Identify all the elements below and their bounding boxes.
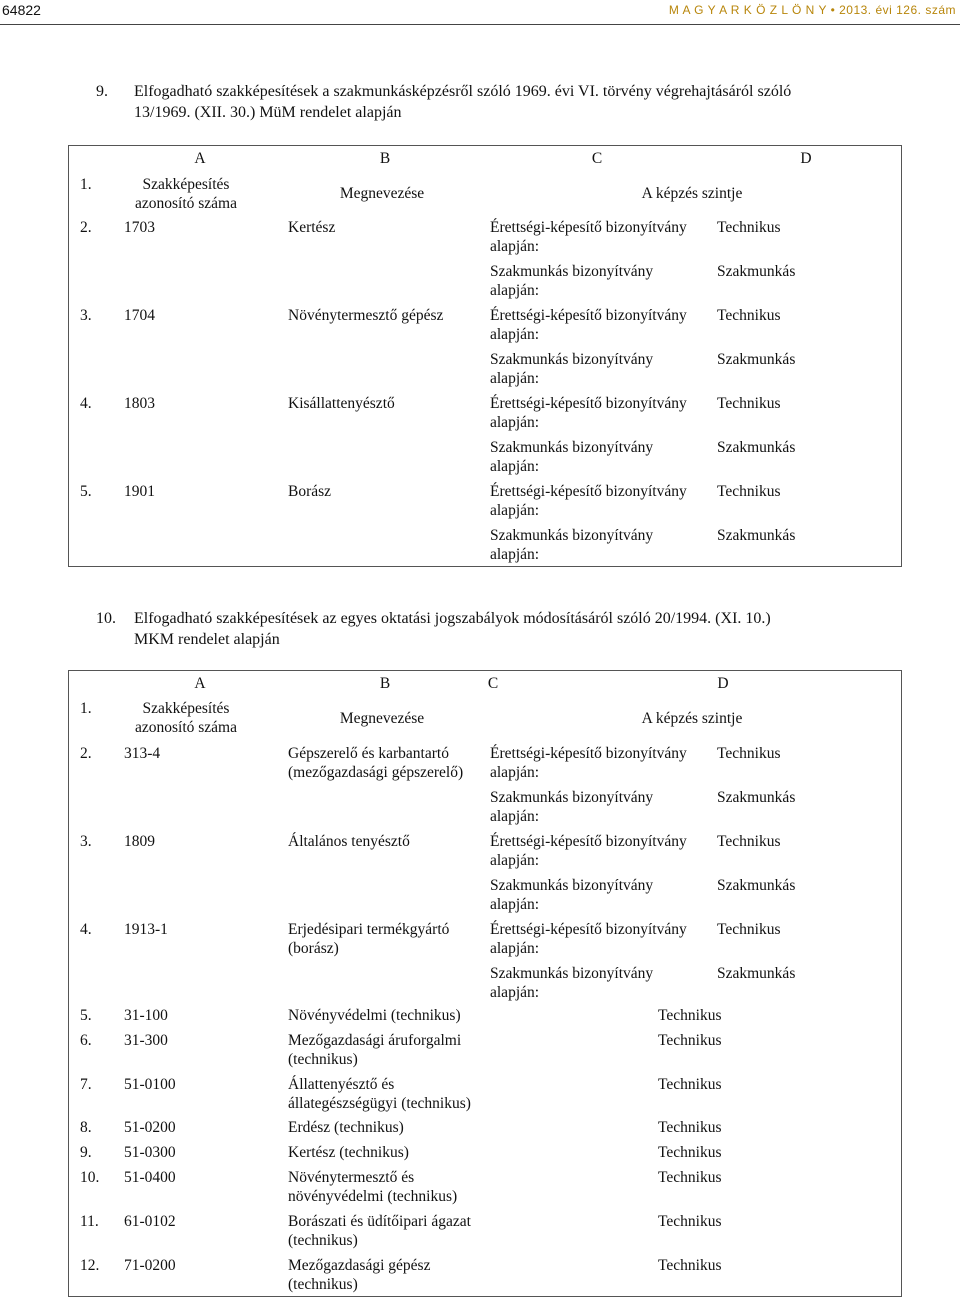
row-number: 6. [80, 1032, 92, 1049]
prerequisite-text: alapján: [490, 896, 540, 913]
row-number: 4. [80, 921, 92, 938]
qualification-code: 31-100 [124, 1007, 168, 1024]
level-value: Technikus [658, 1213, 722, 1230]
qualification-name: állategészségügyi (technikus) [288, 1095, 471, 1112]
row-number: 2. [80, 219, 92, 236]
level-value: Szakmunkás [717, 351, 796, 368]
level-value: Technikus [658, 1007, 722, 1024]
level-value: Technikus [717, 745, 781, 762]
col-header-b: B [379, 675, 391, 692]
qualification-code: 1704 [124, 307, 155, 324]
prerequisite-text: Érettségi-képesítő bizonyítvány [490, 395, 687, 412]
header-code-line2: azonosító száma [134, 195, 237, 212]
section-9-title-line2: 13/1969. (XII. 30.) MüM rendelet alapján [134, 104, 402, 121]
qualification-name: növényvédelmi (technikus) [288, 1188, 458, 1205]
level-value: Technikus [658, 1144, 722, 1161]
qualification-name: Általános tenyésztő [288, 833, 410, 850]
row-number: 5. [80, 1007, 92, 1024]
qualification-name: Borász [288, 483, 332, 500]
prerequisite-text: Érettségi-képesítő bizonyítvány [490, 833, 687, 850]
prerequisite-text: Érettségi-képesítő bizonyítvány [490, 921, 687, 938]
level-value: Szakmunkás [717, 263, 796, 280]
prerequisite-text: alapján: [490, 808, 540, 825]
row-number: 7. [80, 1076, 92, 1093]
section-10-number: 10. [96, 610, 116, 627]
section-9-title-line1: Elfogadható szakképesítések a szakmunkásképzésről szóló 1969. évi VI. törvény végrehajtásáról szóló [134, 83, 792, 100]
col-header-b: B [379, 150, 391, 167]
prerequisite-text: alapján: [490, 282, 540, 299]
header-row-number: 1. [80, 700, 92, 717]
prerequisite-text: Érettségi-képesítő bizonyítvány [490, 307, 687, 324]
row-number: 2. [80, 745, 92, 762]
qualification-name: Mezőgazdasági gépész [288, 1257, 431, 1274]
prerequisite-text: Szakmunkás bizonyítvány [490, 351, 654, 368]
level-value: Technikus [717, 219, 781, 236]
header-row-number: 1. [80, 176, 92, 193]
prerequisite-text: Érettségi-képesítő bizonyítvány [490, 745, 687, 762]
row-number: 8. [80, 1119, 92, 1136]
prerequisite-text: alapján: [490, 458, 540, 475]
col-header-a: A [194, 675, 206, 692]
qualification-code: 1901 [124, 483, 155, 500]
qualification-name: (technikus) [288, 1051, 358, 1068]
qualification-code: 1809 [124, 833, 155, 850]
qualification-name: Gépszerelő és karbantartó [288, 745, 449, 762]
qualification-code: 51-0100 [124, 1076, 176, 1093]
header-code-line2: azonosító száma [134, 719, 237, 736]
level-value: Szakmunkás [717, 965, 796, 982]
level-value: Technikus [658, 1169, 722, 1186]
level-value: Szakmunkás [717, 527, 796, 544]
page-number: 64822 [2, 2, 41, 18]
qualification-code: 51-0200 [124, 1119, 176, 1136]
section-10-title-line2: MKM rendelet alapján [134, 631, 280, 648]
qualification-code: 71-0200 [124, 1257, 176, 1274]
level-value: Szakmunkás [717, 789, 796, 806]
section-10-table [68, 670, 902, 1297]
qualification-name: Erdész (technikus) [288, 1119, 404, 1136]
prerequisite-text: alapján: [490, 984, 540, 1001]
level-value: Technikus [658, 1076, 722, 1093]
level-value: Technikus [717, 921, 781, 938]
prerequisite-text: Szakmunkás bizonyítvány [490, 965, 654, 982]
qualification-code: 1703 [124, 219, 155, 236]
header-level: A képzés szintje [641, 185, 743, 202]
header-code-line1: Szakképesítés [142, 176, 230, 193]
prerequisite-text: Szakmunkás bizonyítvány [490, 439, 654, 456]
col-header-d: D [800, 150, 812, 167]
prerequisite-text: alapján: [490, 940, 540, 957]
row-number: 5. [80, 483, 92, 500]
row-number: 9. [80, 1144, 92, 1161]
level-value: Technikus [658, 1032, 722, 1049]
section-10-title-line1: Elfogadható szakképesítések az egyes oktatási jogszabályok módosításáról szóló 20/1994. (XI. 10.) [134, 610, 771, 627]
level-value: Szakmunkás [717, 877, 796, 894]
qualification-name: Kertész (technikus) [288, 1144, 409, 1161]
qualification-name: (technikus) [288, 1276, 358, 1293]
prerequisite-text: Érettségi-képesítő bizonyítvány [490, 483, 687, 500]
prerequisite-text: alapján: [490, 414, 540, 431]
qualification-code: 61-0102 [124, 1213, 176, 1230]
prerequisite-text: alapján: [490, 546, 540, 563]
row-number: 12. [80, 1257, 100, 1274]
header-name: Megnevezése [339, 185, 425, 202]
prerequisite-text: Szakmunkás bizonyítvány [490, 263, 654, 280]
level-value: Technikus [658, 1257, 722, 1274]
col-header-a: A [194, 150, 206, 167]
qualification-name: Kisállattenyésztő [288, 395, 395, 412]
qualification-name: Növénytermesztő gépész [288, 307, 444, 324]
prerequisite-text: alapján: [490, 852, 540, 869]
qualification-name: Növényvédelmi (technikus) [288, 1007, 461, 1024]
qualification-name: Erjedésipari termékgyártó [288, 921, 450, 938]
prerequisite-text: Érettségi-képesítő bizonyítvány [490, 219, 687, 236]
col-header-c: C [487, 675, 499, 692]
prerequisite-text: Szakmunkás bizonyítvány [490, 789, 654, 806]
level-value: Technikus [717, 833, 781, 850]
prerequisite-text: alapján: [490, 326, 540, 343]
qualification-code: 1913-1 [124, 921, 168, 938]
qualification-code: 51-0400 [124, 1169, 176, 1186]
row-number: 3. [80, 833, 92, 850]
level-value: Technikus [658, 1119, 722, 1136]
col-header-d: D [717, 675, 729, 692]
row-number: 3. [80, 307, 92, 324]
prerequisite-text: Szakmunkás bizonyítvány [490, 877, 654, 894]
row-number: 10. [80, 1169, 100, 1186]
level-value: Technikus [717, 307, 781, 324]
qualification-code: 313-4 [124, 745, 161, 762]
page-header [0, 0, 960, 24]
header-level: A képzés szintje [641, 710, 743, 727]
journal-title: M A G Y A R K Ö Z L Ö N Y • 2013. évi 126. szám [668, 3, 956, 17]
qualification-name: Kertész [288, 219, 336, 236]
header-name: Megnevezése [339, 710, 425, 727]
section-9-number: 9. [96, 83, 108, 100]
section-9-heading [96, 82, 896, 122]
section-10-heading [96, 609, 906, 649]
col-header-c: C [591, 150, 603, 167]
qualification-name: (mezőgazdasági gépszerelő) [288, 764, 464, 781]
qualification-code: 1803 [124, 395, 155, 412]
prerequisite-text: alapján: [490, 238, 540, 255]
row-number: 4. [80, 395, 92, 412]
level-value: Technikus [717, 483, 781, 500]
qualification-name: Mezőgazdasági áruforgalmi [288, 1032, 462, 1049]
qualification-name: Növénytermesztő és [288, 1169, 415, 1186]
level-value: Szakmunkás [717, 439, 796, 456]
prerequisite-text: alapján: [490, 764, 540, 781]
prerequisite-text: alapján: [490, 502, 540, 519]
qualification-name: (borász) [288, 940, 339, 957]
header-divider [0, 24, 960, 25]
qualification-code: 51-0300 [124, 1144, 176, 1161]
header-code-line1: Szakképesítés [142, 700, 230, 717]
row-number: 11. [80, 1213, 99, 1230]
qualification-code: 31-300 [124, 1032, 168, 1049]
qualification-name: Borászati és üdítőipari ágazat [288, 1213, 471, 1230]
qualification-name: Állattenyésztő és [288, 1076, 395, 1093]
prerequisite-text: alapján: [490, 370, 540, 387]
qualification-name: (technikus) [288, 1232, 358, 1249]
level-value: Technikus [717, 395, 781, 412]
prerequisite-text: Szakmunkás bizonyítvány [490, 527, 654, 544]
